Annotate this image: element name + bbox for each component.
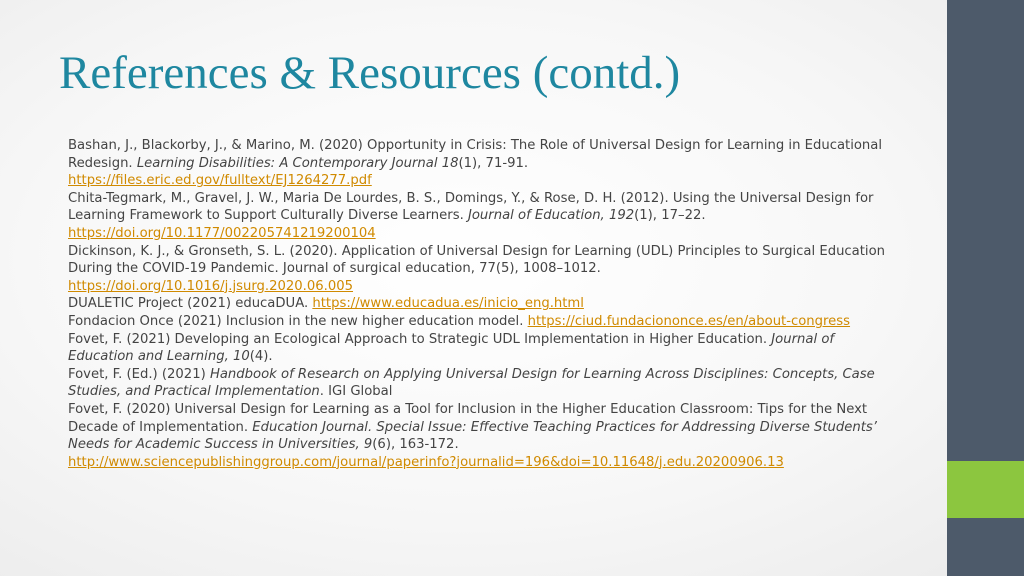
reference-item [68,137,898,190]
reference-source: Journal of Education and Learning, 10 [68,331,835,365]
reference-source: Journal of Education, 192 [467,208,635,224]
reference-item [68,331,898,366]
reference-item [68,295,898,313]
reference-text: Dickinson, K. J., & Gronseth, S. L. (2020). Application of Universal Design for Learning (UDL) Principles to Surgical Education During the COVID-19 Pandemic. Journal of surgical education, 77(5), 1008–1012. [68,243,886,277]
slide-title: References & Resources (contd.) [59,47,681,99]
reference-text: (4). [249,349,273,365]
reference-link[interactable]: https://www.educadua.es/inicio_eng.html [312,296,584,312]
reference-text: Fovet, F. (Ed.) (2021) [68,366,210,382]
reference-text: Bashan, J., Blackorby, J., & Marino, M. (2020) Opportunity in Crisis: The Role of Universal Design for Learning in Educational Redesign. [68,138,883,171]
reference-source: Learning Disabilities: A Contemporary Journal 18 [136,155,459,171]
reference-source: Education Journal. Special Issue: Effective Teaching Practices for Addressing Diverse Students’ Needs for Academic Success in Universities, 9 [68,419,877,453]
reference-item [68,366,898,401]
reference-text: Chita-Tegmark, M., Gravel, J. W., Maria De Lourdes, B. S., Domings, Y., & Rose, D. H. (2012). Using the Universal Design for Learning Framework to Support Culturally Diverse Learners. [68,190,874,224]
reference-text: DUALETIC Project (2021) educaDUA. [68,296,313,312]
reference-text: (6), 163-172. [372,437,459,453]
reference-link[interactable]: https://files.eric.ed.gov/fulltext/EJ1264277.pdf [68,173,372,189]
reference-item [68,401,898,471]
reference-source: Handbook of Research on Applying Universal Design for Learning Across Disciplines: Concepts, Case Studies, and Practical Implementation [68,366,875,400]
slide-accent-block [947,461,1024,518]
reference-item [68,313,898,331]
reference-link[interactable]: http://www.sciencepublishinggroup.com/journal/paperinfo?journalid=196&doi=10.11648/j.edu.20200906.13 [68,454,784,470]
reference-text: Fovet, F. (2020) Universal Design for Learning as a Tool for Inclusion in the Higher Education Classroom: Tips for the Next Decade of Implementation. [68,401,868,435]
reference-text: (1), 17–22. [634,208,706,224]
reference-list [68,137,898,471]
reference-item [68,190,898,243]
reference-link[interactable]: https://ciud.fundaciononce.es/en/about-congress [527,313,851,329]
reference-text: Fovet, F. (2021) Developing an Ecological Approach to Strategic UDL Implementation in Higher Education. [68,331,772,347]
reference-text: Fondacion Once (2021) Inclusion in the new higher education model. [68,313,528,329]
reference-text: (1), 71-91. [458,155,529,171]
reference-item [68,243,898,296]
reference-link[interactable]: https://doi.org/10.1016/j.jsurg.2020.06.005 [68,278,354,294]
reference-text: . IGI Global [319,384,393,400]
reference-link[interactable]: https://doi.org/10.1177/002205741219200104 [68,225,376,241]
